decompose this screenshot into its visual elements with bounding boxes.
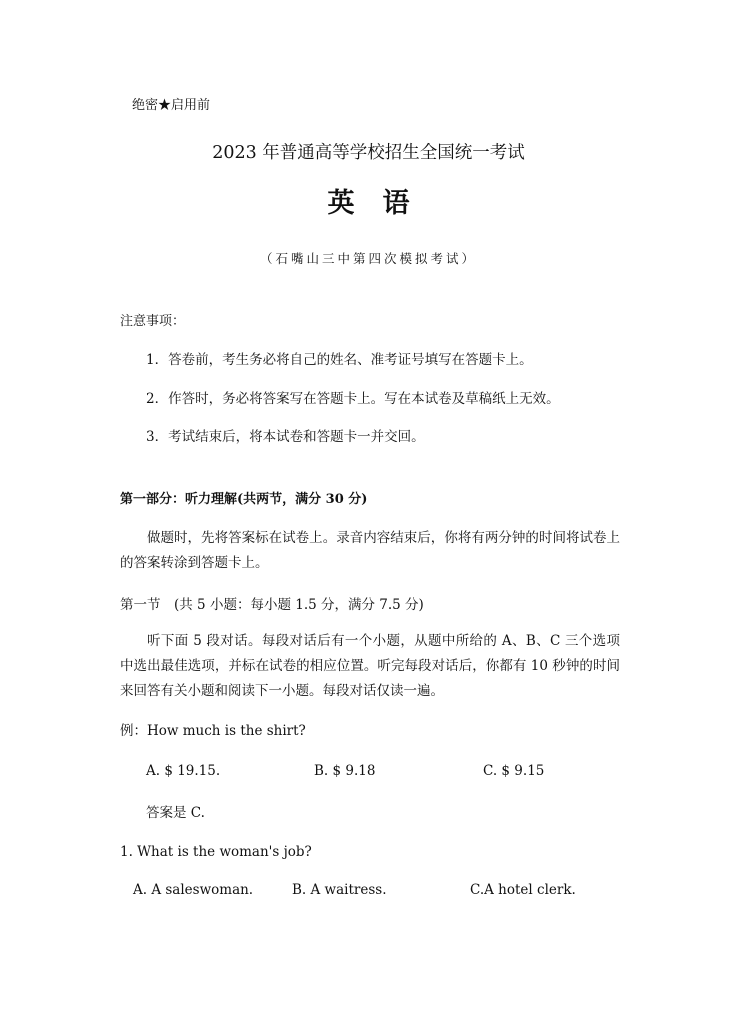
example-option-a: A. $ 19.15. <box>146 763 221 779</box>
notice-item-1: 1．答卷前，考生务必将自己的姓名、准考证号填写在答题卡上。 <box>146 352 533 368</box>
question-1-option-b: B. A waitress. <box>292 882 387 898</box>
question-1-stem: 1. What is the woman's job? <box>120 844 312 860</box>
exam-note: （石嘴山三中第四次模拟考试） <box>259 251 477 266</box>
question-1-option-a: A. A saleswoman. <box>133 882 254 898</box>
confidential-label: 绝密★启用前 <box>132 98 211 113</box>
example-option-b: B. $ 9.18 <box>314 763 376 779</box>
notice-item-2: 2．作答时，务必将答案写在答题卡上。写在本试卷及草稿纸上无效。 <box>146 391 560 407</box>
example-option-c: C. $ 9.15 <box>483 763 545 779</box>
section1-heading: 第一节 (共 5 小题：每小题 1.5 分，满分 7.5 分) <box>120 597 424 613</box>
section1-intro: 听下面 5 段对话。每段对话后有一个小题，从题中所给的 A、B、C 三个选项中选出最佳选项，并标在试卷的相应位置。听完每段对话后，你都有 10 秒钟的时间来回答有关小题和阅读下一小题。每段对话仅读一遍。 <box>120 633 620 699</box>
part1-heading: 第一部分：听力理解(共两节，满分 30 分) <box>120 492 368 507</box>
exam-title: 2023 年普通高等学校招生全国统一考试 <box>212 143 525 163</box>
example-question: 例：How much is the shirt? <box>120 723 306 739</box>
example-answer: 答案是 C. <box>146 805 205 821</box>
subject-title: 英语 <box>327 188 438 219</box>
notice-item-3: 3．考试结束后，将本试卷和答题卡一并交回。 <box>146 429 425 445</box>
notice-heading: 注意事项： <box>120 314 186 329</box>
part1-intro: 做题时，先将答案标在试卷上。录音内容结束后，你将有两分钟的时间将试卷上的答案转涂到答题卡上。 <box>120 530 620 571</box>
question-1-option-c: C.A hotel clerk. <box>470 882 576 898</box>
